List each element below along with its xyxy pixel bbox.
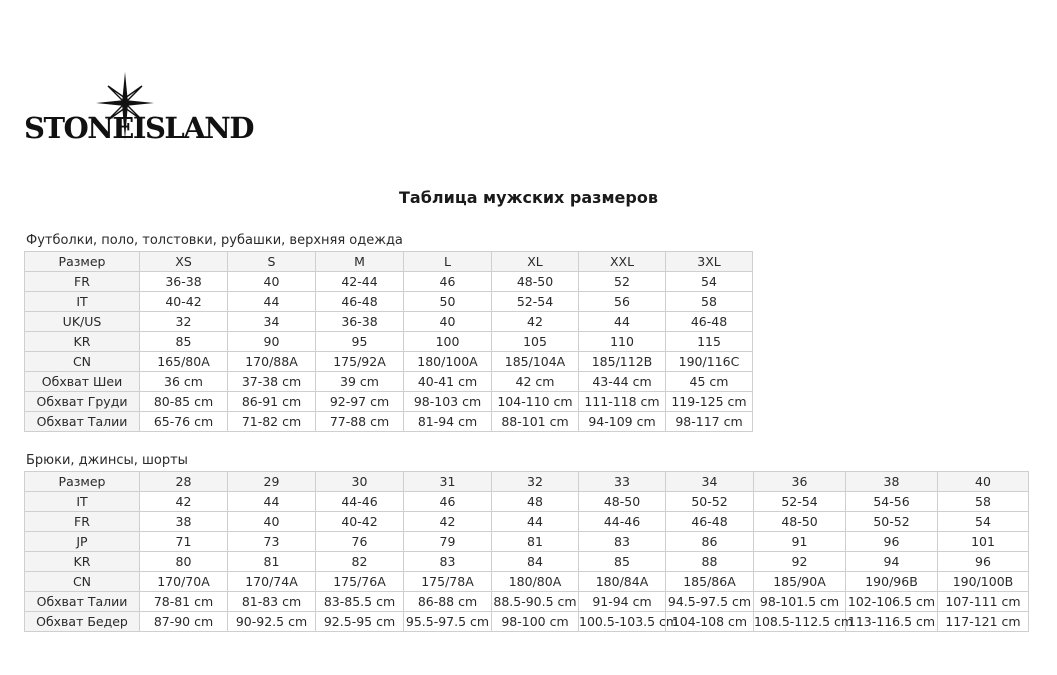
table-cell: 40	[404, 312, 492, 332]
table-cell: 98-100 cm	[492, 612, 579, 632]
table-cell: 52	[579, 272, 666, 292]
table-cell: 80-85 cm	[140, 392, 228, 412]
table-cell: 86	[666, 532, 754, 552]
table-row	[25, 312, 753, 332]
bottoms-section-label: Брюки, джинсы, шорты	[26, 453, 188, 468]
table-row	[25, 412, 753, 432]
table-cell: 54	[938, 512, 1029, 532]
table-cell: 170/70A	[140, 572, 228, 592]
table-cell: 83	[404, 552, 492, 572]
table-cell: 87-90 cm	[140, 612, 228, 632]
table-cell: 56	[579, 292, 666, 312]
table-cell: 90-92.5 cm	[228, 612, 316, 632]
table-cell: 82	[316, 552, 404, 572]
table-cell: 46	[404, 492, 492, 512]
column-header-cell: 28	[140, 472, 228, 492]
table-row	[25, 572, 1029, 592]
table-cell: 190/116C	[666, 352, 753, 372]
table-cell: 54	[666, 272, 753, 292]
row-header-cell: IT	[25, 492, 140, 512]
page-title: Таблица мужских размеров	[399, 188, 658, 207]
table-cell: 92	[754, 552, 846, 572]
table-cell: 77-88 cm	[316, 412, 404, 432]
row-header-cell: JP	[25, 532, 140, 552]
table-cell: 32	[140, 312, 228, 332]
row-header-cell: Размер	[25, 472, 140, 492]
table-cell: 44	[579, 312, 666, 332]
table-cell: 44	[228, 492, 316, 512]
table-cell: 94-109 cm	[579, 412, 666, 432]
column-header-cell: XS	[140, 252, 228, 272]
table-cell: 48-50	[492, 272, 579, 292]
table-cell: 42-44	[316, 272, 404, 292]
table-cell: 44	[228, 292, 316, 312]
table-cell: 110	[579, 332, 666, 352]
table-cell: 83-85.5 cm	[316, 592, 404, 612]
tops-section-label: Футболки, поло, толстовки, рубашки, верхняя одежда	[26, 233, 403, 248]
table-cell: 54-56	[846, 492, 938, 512]
table-cell: 39 cm	[316, 372, 404, 392]
table-cell: 44	[492, 512, 579, 532]
table-row	[25, 252, 753, 272]
table-cell: 36 cm	[140, 372, 228, 392]
brand-logo	[24, 70, 253, 150]
table-cell: 185/112B	[579, 352, 666, 372]
row-header-cell: Обхват Груди	[25, 392, 140, 412]
table-cell: 48-50	[754, 512, 846, 532]
table-cell: 50-52	[846, 512, 938, 532]
table-cell: 95.5-97.5 cm	[404, 612, 492, 632]
column-header-cell: XXL	[579, 252, 666, 272]
table-row	[25, 472, 1029, 492]
table-cell: 85	[579, 552, 666, 572]
column-header-cell: 32	[492, 472, 579, 492]
table-row	[25, 332, 753, 352]
table-row	[25, 352, 753, 372]
table-cell: 84	[492, 552, 579, 572]
table-cell: 107-111 cm	[938, 592, 1029, 612]
table-cell: 48-50	[579, 492, 666, 512]
table-cell: 185/104A	[492, 352, 579, 372]
table-row	[25, 292, 753, 312]
table-cell: 190/100B	[938, 572, 1029, 592]
table-cell: 98-103 cm	[404, 392, 492, 412]
table-cell: 98-117 cm	[666, 412, 753, 432]
column-header-cell: M	[316, 252, 404, 272]
table-cell: 42	[492, 312, 579, 332]
table-cell: 92.5-95 cm	[316, 612, 404, 632]
table-cell: 43-44 cm	[579, 372, 666, 392]
table-cell: 88-101 cm	[492, 412, 579, 432]
table-row	[25, 512, 1029, 532]
table-row	[25, 372, 753, 392]
column-header-cell: S	[228, 252, 316, 272]
table-cell: 104-110 cm	[492, 392, 579, 412]
table-cell: 40-42	[140, 292, 228, 312]
table-cell: 81-94 cm	[404, 412, 492, 432]
table-cell: 83	[579, 532, 666, 552]
column-header-cell: 30	[316, 472, 404, 492]
table-cell: 40-42	[316, 512, 404, 532]
table-cell: 185/86A	[666, 572, 754, 592]
table-row	[25, 552, 1029, 572]
table-cell: 46	[404, 272, 492, 292]
table-cell: 40	[228, 272, 316, 292]
table-cell: 100.5-103.5 cm	[579, 612, 666, 632]
table-cell: 36-38	[140, 272, 228, 292]
table-cell: 81-83 cm	[228, 592, 316, 612]
table-cell: 79	[404, 532, 492, 552]
logo-text-island: ISLAND	[132, 111, 253, 145]
table-cell: 94	[846, 552, 938, 572]
table-row	[25, 592, 1029, 612]
table-cell: 180/80A	[492, 572, 579, 592]
table-cell: 175/76A	[316, 572, 404, 592]
table-cell: 88.5-90.5 cm	[492, 592, 579, 612]
tops-size-table	[24, 251, 753, 432]
table-cell: 119-125 cm	[666, 392, 753, 412]
row-header-cell: Обхват Шеи	[25, 372, 140, 392]
table-cell: 105	[492, 332, 579, 352]
table-cell: 42 cm	[492, 372, 579, 392]
table-cell: 71-82 cm	[228, 412, 316, 432]
table-cell: 91	[754, 532, 846, 552]
row-header-cell: Обхват Талии	[25, 592, 140, 612]
table-cell: 111-118 cm	[579, 392, 666, 412]
table-cell: 37-38 cm	[228, 372, 316, 392]
table-cell: 104-108 cm	[666, 612, 754, 632]
row-header-cell: CN	[25, 572, 140, 592]
table-cell: 34	[228, 312, 316, 332]
column-header-cell: 31	[404, 472, 492, 492]
table-cell: 96	[938, 552, 1029, 572]
column-header-cell: 36	[754, 472, 846, 492]
row-header-cell: Обхват Бедер	[25, 612, 140, 632]
column-header-cell: 38	[846, 472, 938, 492]
table-row	[25, 272, 753, 292]
table-cell: 86-88 cm	[404, 592, 492, 612]
column-header-cell: 34	[666, 472, 754, 492]
table-cell: 76	[316, 532, 404, 552]
table-cell: 100	[404, 332, 492, 352]
column-header-cell: XL	[492, 252, 579, 272]
table-cell: 36-38	[316, 312, 404, 332]
table-cell: 65-76 cm	[140, 412, 228, 432]
table-cell: 80	[140, 552, 228, 572]
table-cell: 113-116.5 cm	[846, 612, 938, 632]
table-cell: 40	[228, 512, 316, 532]
table-cell: 180/100A	[404, 352, 492, 372]
row-header-cell: FR	[25, 512, 140, 532]
column-header-cell: L	[404, 252, 492, 272]
table-cell: 81	[492, 532, 579, 552]
table-row	[25, 612, 1029, 632]
table-cell: 190/96B	[846, 572, 938, 592]
column-header-cell: 29	[228, 472, 316, 492]
table-cell: 185/90A	[754, 572, 846, 592]
table-cell: 78-81 cm	[140, 592, 228, 612]
table-cell: 52-54	[754, 492, 846, 512]
table-cell: 175/92A	[316, 352, 404, 372]
table-cell: 38	[140, 512, 228, 532]
table-cell: 46-48	[666, 312, 753, 332]
table-row	[25, 492, 1029, 512]
table-cell: 81	[228, 552, 316, 572]
column-header-cell: 3XL	[666, 252, 753, 272]
table-cell: 42	[140, 492, 228, 512]
row-header-cell: KR	[25, 332, 140, 352]
table-cell: 58	[666, 292, 753, 312]
table-cell: 98-101.5 cm	[754, 592, 846, 612]
table-cell: 44-46	[316, 492, 404, 512]
table-cell: 91-94 cm	[579, 592, 666, 612]
row-header-cell: UK/US	[25, 312, 140, 332]
table-cell: 40-41 cm	[404, 372, 492, 392]
row-header-cell: CN	[25, 352, 140, 372]
table-cell: 44-46	[579, 512, 666, 532]
table-row	[25, 532, 1029, 552]
table-cell: 117-121 cm	[938, 612, 1029, 632]
row-header-cell: Размер	[25, 252, 140, 272]
table-cell: 86-91 cm	[228, 392, 316, 412]
table-cell: 85	[140, 332, 228, 352]
logo-text-stone: STONE	[24, 111, 133, 145]
table-cell: 58	[938, 492, 1029, 512]
table-cell: 170/74A	[228, 572, 316, 592]
table-cell: 48	[492, 492, 579, 512]
bottoms-size-table	[24, 471, 1029, 632]
row-header-cell: IT	[25, 292, 140, 312]
table-cell: 46-48	[666, 512, 754, 532]
table-cell: 88	[666, 552, 754, 572]
table-cell: 180/84A	[579, 572, 666, 592]
table-cell: 92-97 cm	[316, 392, 404, 412]
table-cell: 46-48	[316, 292, 404, 312]
table-cell: 50	[404, 292, 492, 312]
row-header-cell: Обхват Талии	[25, 412, 140, 432]
table-cell: 42	[404, 512, 492, 532]
row-header-cell: FR	[25, 272, 140, 292]
row-header-cell: KR	[25, 552, 140, 572]
table-cell: 73	[228, 532, 316, 552]
table-cell: 101	[938, 532, 1029, 552]
table-cell: 95	[316, 332, 404, 352]
table-cell: 94.5-97.5 cm	[666, 592, 754, 612]
table-cell: 50-52	[666, 492, 754, 512]
table-cell: 170/88A	[228, 352, 316, 372]
table-cell: 115	[666, 332, 753, 352]
table-cell: 102-106.5 cm	[846, 592, 938, 612]
table-cell: 165/80A	[140, 352, 228, 372]
table-cell: 90	[228, 332, 316, 352]
table-row	[25, 392, 753, 412]
table-cell: 71	[140, 532, 228, 552]
column-header-cell: 40	[938, 472, 1029, 492]
table-cell: 108.5-112.5 cm	[754, 612, 846, 632]
table-cell: 96	[846, 532, 938, 552]
table-cell: 175/78A	[404, 572, 492, 592]
column-header-cell: 33	[579, 472, 666, 492]
table-cell: 45 cm	[666, 372, 753, 392]
table-cell: 52-54	[492, 292, 579, 312]
